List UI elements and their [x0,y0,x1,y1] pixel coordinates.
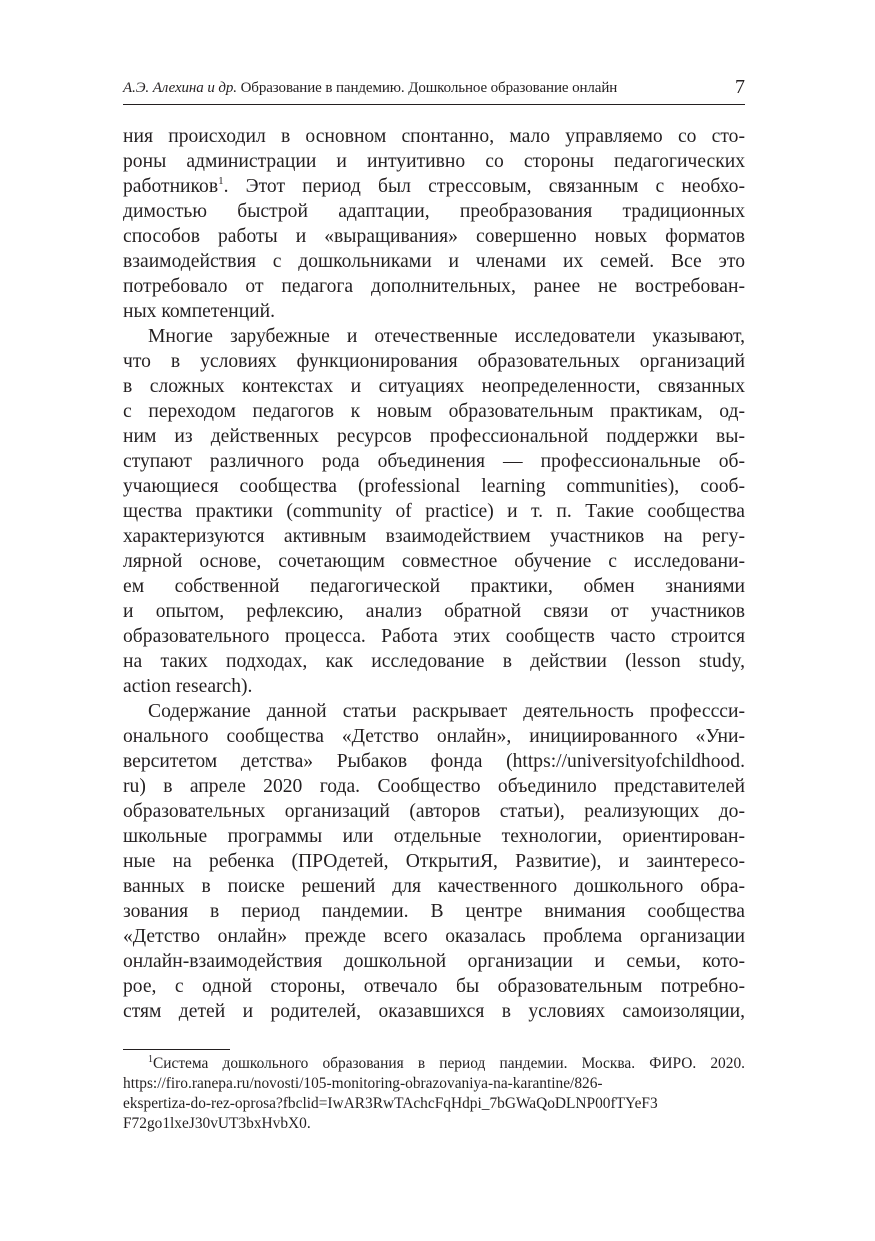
text-line: что в условиях функционирования образовательных организаций [123,351,745,372]
text-line: Содержание данной статьи раскрывает деятельность профессси- [148,701,745,722]
text-line: димостью быстрой адаптации, преобразования традиционных [123,201,745,222]
running-header [123,78,745,105]
header-authors: А.Э. Алехина и др. [123,80,237,96]
text-line: ные на ребенка (ПРОдетей, ОткрытиЯ, Развитие), и заинтересо- [123,851,745,872]
page-number: 7 [735,76,745,98]
text-line: и опытом, рефлексию, анализ обратной связи от участников [123,601,745,622]
footnote-link-line[interactable]: ekspertiza-do-rez-oprosa?fbclid=IwAR3RwTAchcFqHdpi_7bGWaQoDLNP00fTYeF3 [123,1095,658,1112]
text-line: верситетом детства» Рыбаков фонда (https://universityofchildhood. [123,751,745,772]
footnote-link-line[interactable]: F72go1lxeJ30vUT3bxHvbX0. [123,1115,311,1132]
footnote-link-line[interactable]: https://firo.ranepa.ru/novosti/105-monitoring-obrazovaniya-na-karantine/826- [123,1075,603,1092]
footnote-divider [123,1049,230,1050]
text-line: образовательных организаций (авторов статьи), реализующих до- [123,801,745,822]
text-segment: работников [123,176,219,197]
text-line: на таких подходах, как исследование в действии (lesson study, [123,651,745,672]
text-line: онального сообщества «Детство онлайн», инициированного «Уни- [123,726,745,747]
text-line: способов работы и «выращивания» совершенно новых форматов [123,226,745,247]
text-line: action research). [123,676,253,697]
text-line: стям детей и родителей, оказавшихся в условиях самоизоляции, [123,1001,745,1022]
text-line: школьные программы или отдельные технологии, ориентирован- [123,826,745,847]
footnote [123,1054,745,1134]
text-line: онлайн-взаимодействия дошкольной организации и семьи, кото- [123,951,745,972]
text-line: ru) в апреле 2020 года. Сообщество объединило представителей [123,776,745,797]
text-line: взаимодействия с дошкольниками и членами их семей. Все это [123,251,745,272]
header-citation [123,80,617,97]
header-title: Образование в пандемию. Дошкольное образование онлайн [240,80,618,96]
text-line: с переходом педагогов к новым образовательным практикам, од- [123,401,745,422]
text-line: ванных в поиске решений для качественного дошкольного обра- [123,876,745,897]
text-line: потребовало от педагога дополнительных, ранее не востребован- [123,276,745,297]
footnote-text: Система дошкольного образования в период пандемии. Москва. ФИРО. 2020. [153,1055,745,1072]
text-line: в сложных контекстах и ситуациях неопределенности, связанных [123,376,745,397]
text-line: учающиеся сообщества (professional learning communities), сооб- [123,476,745,497]
text-line: образовательного процесса. Работа этих сообществ часто строится [123,626,745,647]
text-line: ем собственной педагогической практики, обмен знаниями [123,576,745,597]
text-segment: . Этот период был стрессовым, связанным с необхо- [223,176,745,197]
text-line [123,174,745,199]
text-line: ним из действенных ресурсов профессиональной поддержки вы- [123,426,745,447]
footnote-line [123,1054,745,1074]
footnote-reference[interactable]: 1 [218,175,224,187]
text-line: ных компетенций. [123,301,275,322]
text-line: Многие зарубежные и отечественные исследователи указывают, [148,326,745,347]
text-line: лярной основе, сочетающим совместное обучение с исследовани- [123,551,745,572]
text-line: рое, с одной стороны, отвечало бы образовательным потребно- [123,976,745,997]
footnote-marker: 1 [148,1054,153,1065]
text-line: ступают различного рода объединения — профессиональные об- [123,451,745,472]
text-line: щества практики (community of practice) и т. п. Такие сообщества [123,501,745,522]
article-body [123,124,745,1024]
text-line: зования в период пандемии. В центре внимания сообщества [123,901,745,922]
text-line: роны администрации и интуитивно со стороны педагогических [123,151,745,172]
text-line: ния происходил в основном спонтанно, мало управляемо со сто- [123,126,745,147]
text-line: характеризуются активным взаимодействием участников на регу- [123,526,745,547]
text-line: «Детство онлайн» прежде всего оказалась проблема организации [123,926,745,947]
